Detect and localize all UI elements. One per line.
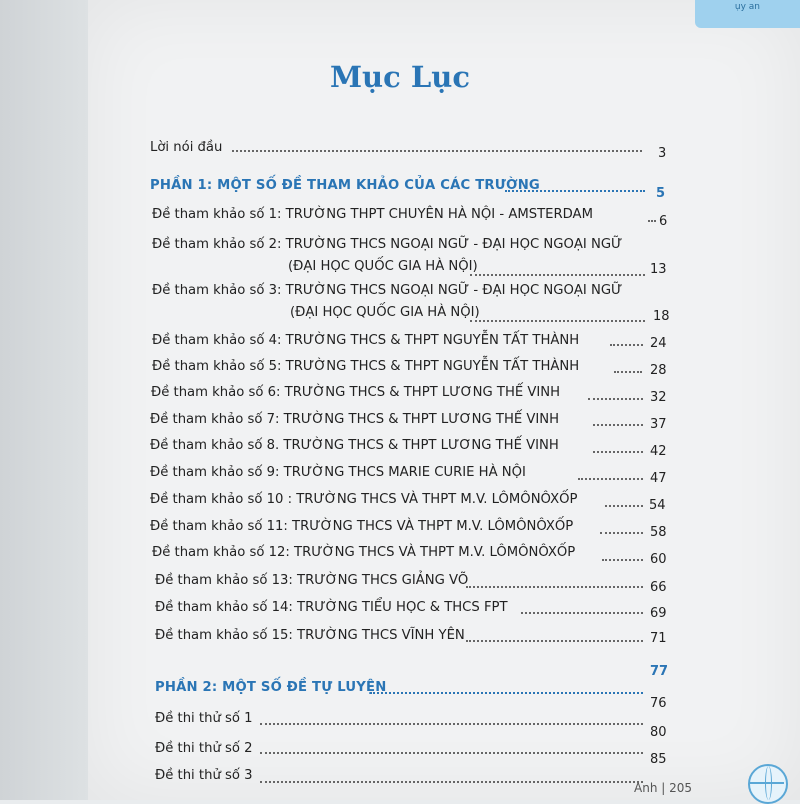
toc-page-number: 3 xyxy=(658,146,667,161)
toc-entry-label: Đề tham khảo số 12: TRƯỜNG THCS VÀ THPT M.V. LÔMÔNÔXỐP xyxy=(152,545,576,560)
toc-page-number: 76 xyxy=(650,696,667,711)
toc-entry-label: Đề tham khảo số 10 : TRƯỜNG THCS VÀ THPT M.V. LÔMÔNÔXỐP xyxy=(150,492,578,507)
toc-leader-dots xyxy=(466,640,643,642)
toc-leader-dots xyxy=(578,478,643,480)
toc-entry-label: PHẦN 1: MỘT SỐ ĐỀ THAM KHẢO CỦA CÁC TRƯỜNG xyxy=(150,178,540,193)
toc-leader-dots xyxy=(232,150,642,152)
globe-icon xyxy=(748,764,788,804)
toc-leader-dots xyxy=(610,344,643,346)
toc-page-number: 54 xyxy=(649,498,666,513)
toc-leader-dots xyxy=(600,532,643,534)
toc-page-number: 6 xyxy=(659,214,668,229)
toc-leader-dots xyxy=(260,781,643,783)
toc-leader-dots xyxy=(588,398,643,400)
toc-entry-label: Đề tham khảo số 5: TRƯỜNG THCS & THPT NGUYỄN TẤT THÀNH xyxy=(152,359,580,374)
toc-entry-label: Đề tham khảo số 7: TRƯỜNG THCS & THPT LƯƠNG THẾ VINH xyxy=(150,412,560,427)
toc-leader-dots xyxy=(593,451,643,453)
toc-page-number: 28 xyxy=(650,363,667,378)
toc-entry-label: Đề tham khảo số 9: TRƯỜNG THCS MARIE CURIE HÀ NỘI xyxy=(150,465,526,480)
toc-page-number: 32 xyxy=(650,390,667,405)
toc-entry-label: Đề tham khảo số 4: TRƯỜNG THCS & THPT NGUYỄN TẤT THÀNH xyxy=(152,333,580,348)
toc-page-number: 69 xyxy=(650,606,667,621)
toc-leader-dots xyxy=(260,752,643,754)
toc-leader-dots xyxy=(648,220,656,222)
toc-entry-label: Đề tham khảo số 8. TRƯỜNG THCS & THPT LƯƠNG THẾ VINH xyxy=(150,438,559,453)
page-title: Mục Lục xyxy=(329,60,471,94)
toc-entry-label: Đề tham khảo số 15: TRƯỜNG THCS VĨNH YÊN xyxy=(155,628,465,643)
toc-entry-label-continued: (ĐẠI HỌC QUỐC GIA HÀ NỘI) xyxy=(288,259,478,274)
toc-entry-label: PHẦN 2: MỘT SỐ ĐỀ TỰ LUYỆN xyxy=(155,680,387,695)
toc-entry-label-continued: (ĐẠI HỌC QUỐC GIA HÀ NỘI) xyxy=(290,305,480,320)
toc-page-number: 77 xyxy=(650,664,669,679)
toc-entry-label: Đề tham khảo số 14: TRƯỜNG TIỂU HỌC & THCS FPT xyxy=(155,600,508,615)
toc-page-number: 18 xyxy=(653,309,670,324)
toc-entry-label: Đề tham khảo số 13: TRƯỜNG THCS GIẢNG VÕ xyxy=(155,573,469,588)
toc-page-number: 80 xyxy=(650,725,667,740)
toc-entry-label: Đề tham khảo số 6: TRƯỜNG THCS & THPT LƯƠNG THẾ VINH xyxy=(151,385,561,400)
toc-leader-dots xyxy=(593,424,643,426)
corner-tab-text: ụy an xyxy=(734,2,760,12)
toc-page-number: 58 xyxy=(650,525,667,540)
toc-leader-dots xyxy=(470,320,645,322)
toc-entry-label: Đề thi thử số 2 xyxy=(155,741,253,756)
toc-page-number: 66 xyxy=(650,580,667,595)
toc-leader-dots xyxy=(505,190,645,192)
toc-page-number: 47 xyxy=(650,471,667,486)
toc-leader-dots xyxy=(260,723,643,725)
facing-page-edge xyxy=(0,0,88,800)
toc-leader-dots xyxy=(605,505,643,507)
toc-entry-label: Đề tham khảo số 1: TRƯỜNG THPT CHUYÊN HÀ NỘI - AMSTERDAM xyxy=(152,207,593,222)
toc-entry-label: Đề tham khảo số 11: TRƯỜNG THCS VÀ THPT M.V. LÔMÔNÔXỐP xyxy=(150,519,574,534)
toc-leader-dots xyxy=(614,371,642,373)
toc-page-number: 13 xyxy=(650,262,667,277)
toc-leader-dots xyxy=(602,559,643,561)
toc-page-number: 24 xyxy=(650,336,667,351)
toc-entry-label: Lời nói đầu xyxy=(150,140,223,155)
toc-entry-label: Đề tham khảo số 3: TRƯỜNG THCS NGOẠI NGỮ - ĐẠI HỌC NGOẠI NGỮ xyxy=(152,283,623,298)
toc-leader-dots xyxy=(370,692,643,694)
toc-page-number: 85 xyxy=(650,752,667,767)
toc-page-number: 5 xyxy=(656,186,666,201)
toc-entry-label: Đề thi thử số 3 xyxy=(155,768,253,783)
toc-page-number: 42 xyxy=(650,444,667,459)
toc-page-number: 37 xyxy=(650,417,667,432)
page-footer: Anh | 205 xyxy=(634,781,692,795)
toc-page-number: 60 xyxy=(650,552,667,567)
toc-leader-dots xyxy=(470,274,645,276)
toc-entry-label: Đề thi thử số 1 xyxy=(155,711,253,726)
toc-leader-dots xyxy=(466,586,643,588)
toc-page-number: 71 xyxy=(650,631,667,646)
toc-entry-label: Đề tham khảo số 2: TRƯỜNG THCS NGOẠI NGỮ - ĐẠI HỌC NGOẠI NGỮ xyxy=(152,237,623,252)
toc-leader-dots xyxy=(521,612,643,614)
